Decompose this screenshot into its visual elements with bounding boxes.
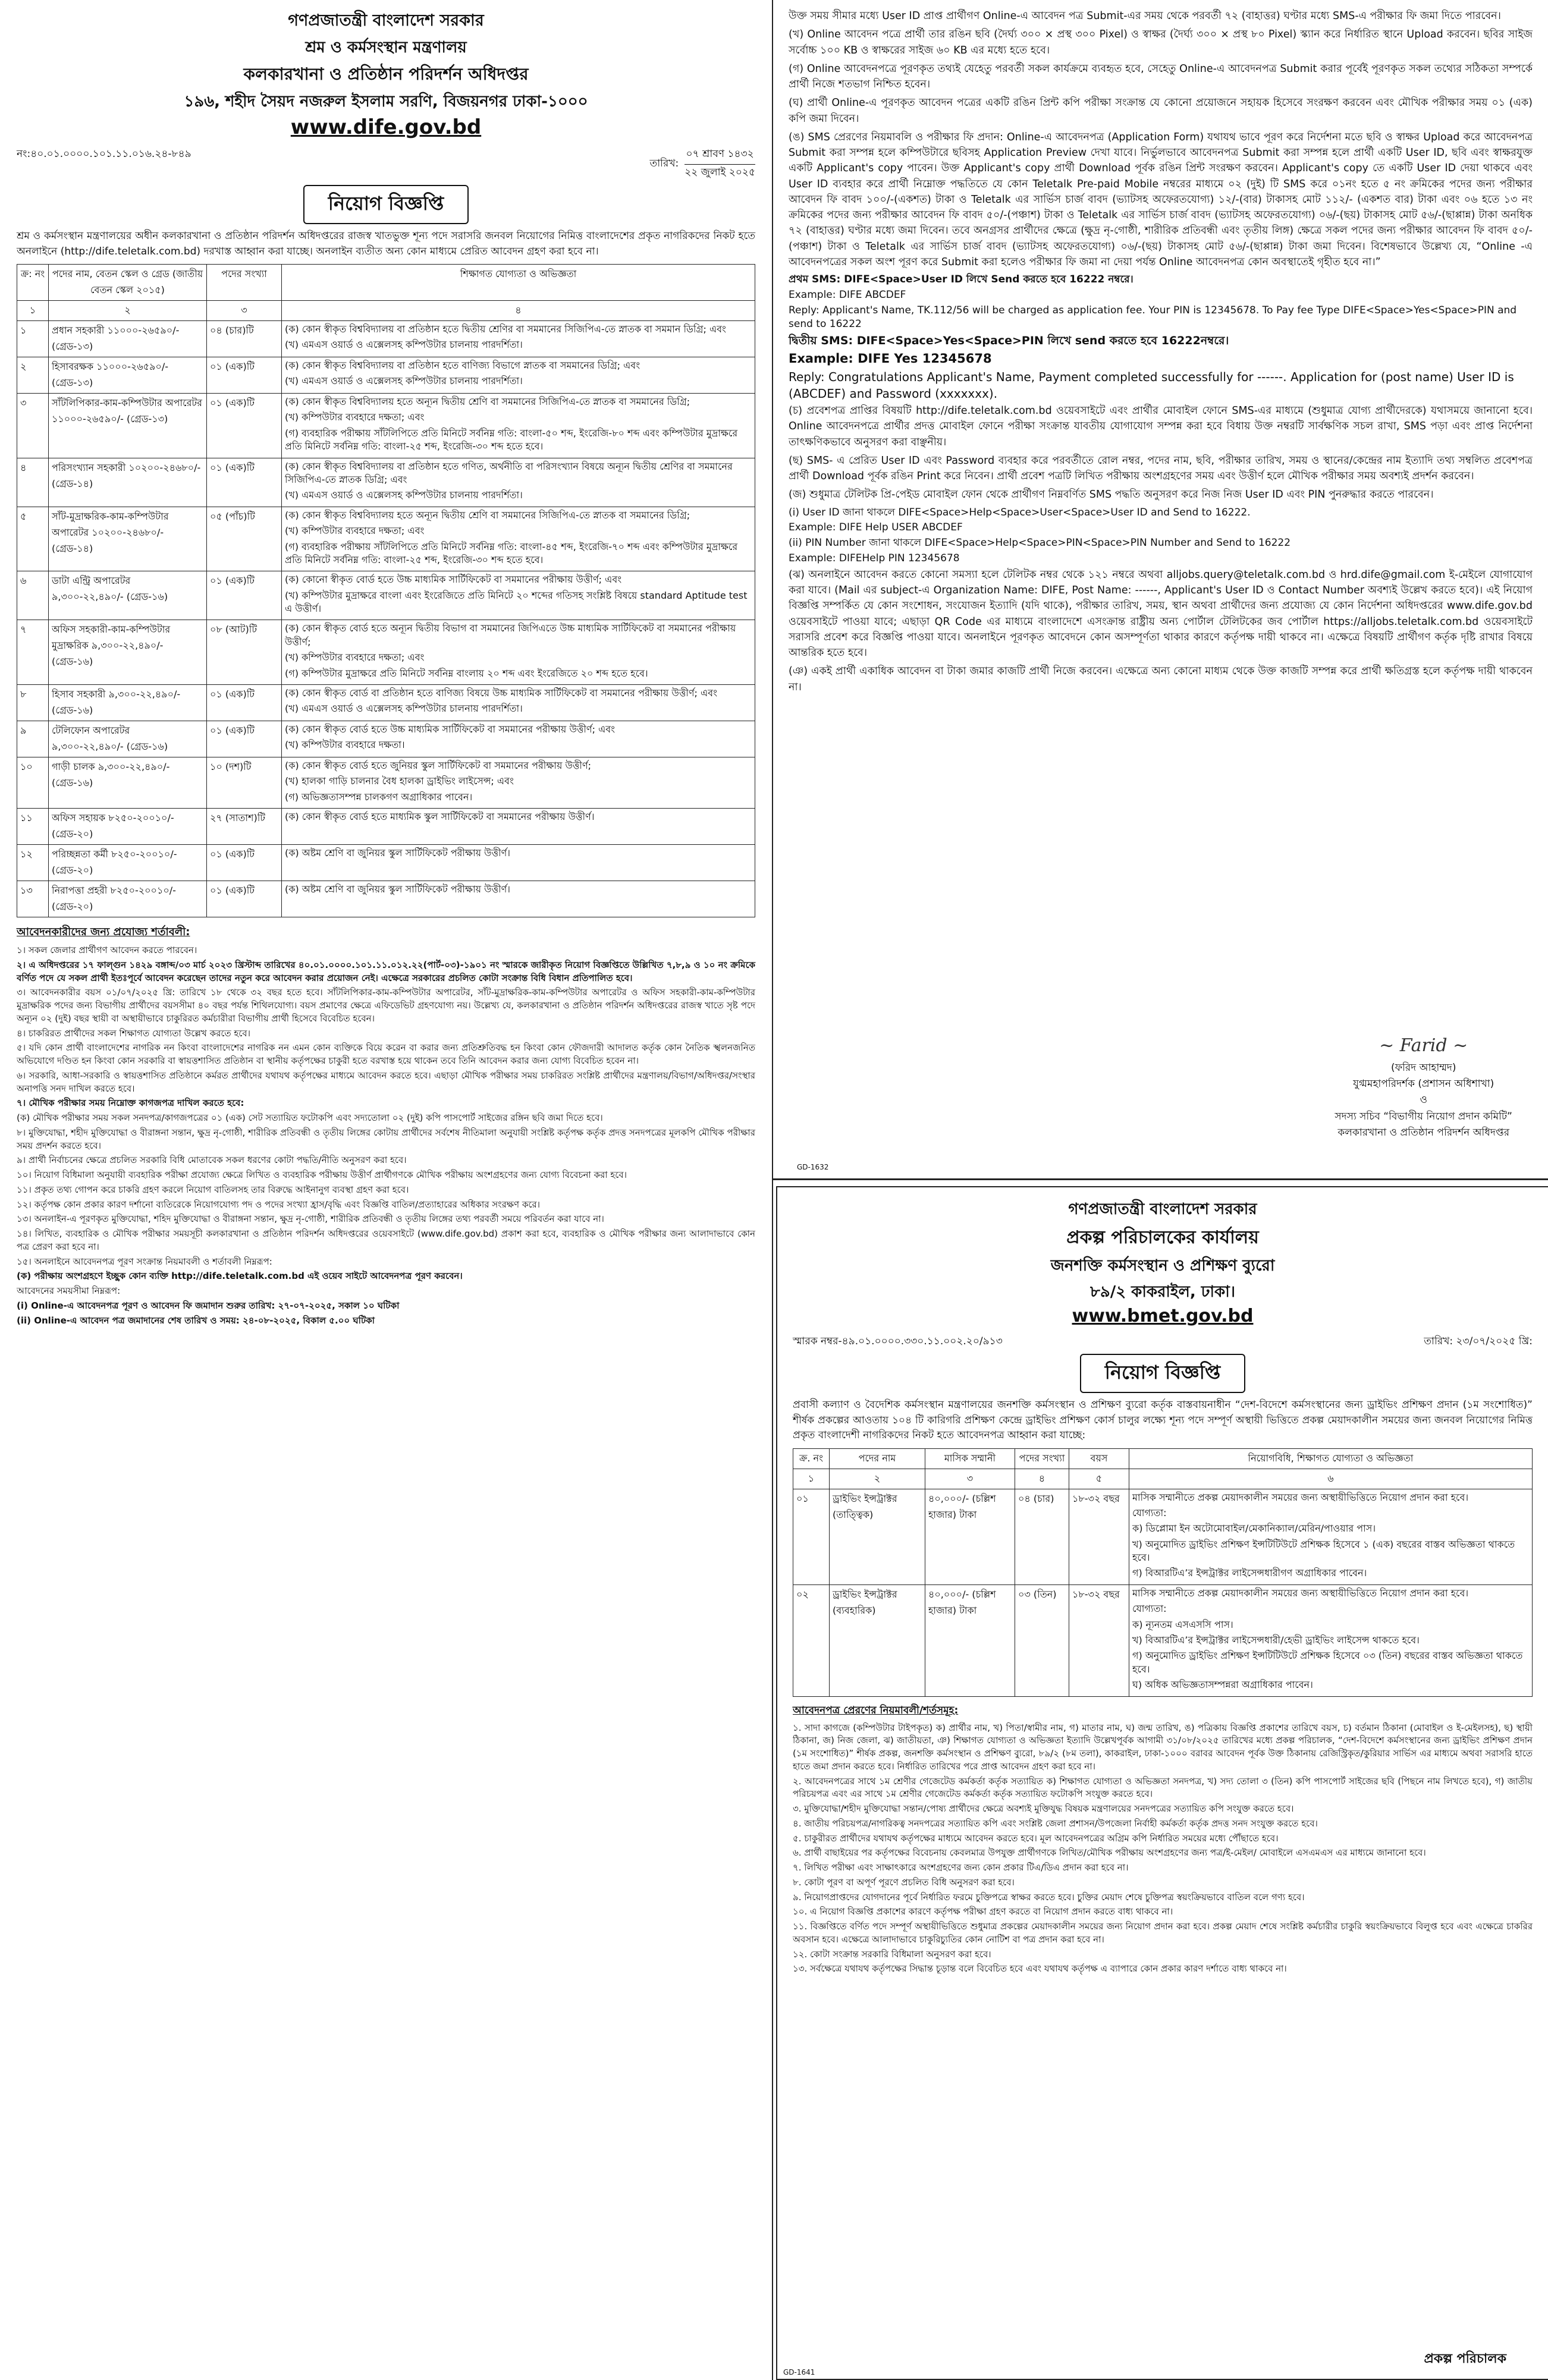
- instruction-paragraph: (চ) প্রবেশপত্র প্রাপ্তির বিষয়টি http://dife.teletalk.com.bd ওয়েবসাইটে এবং প্রার্থীর মোবাইল ফোনে SMS-এর মাধ্যমে (শুধুমাত্র যোগ্য প্রার্থীদেরকে) যথাসময়ে জানানো হবে। Online আবেদনপত্রে প্রার্থীর প্রদত্ত মোবাইল ফোনে পরীক্ষা সংক্রান্ত যাবতীয় যোগাযোগ সম্পন্ন করা হবে বিধায় উক্ত নম্বরটি সার্বক্ষণিক সচল রাখা, SMS পড়া এবং প্রাপ্ত নির্দেশনা তাৎক্ষণিকভাবে অনুসরণ করা বাঞ্ছনীয়।: [789, 405, 1533, 448]
- row-post: অফিস সহায়ক ৮২৫০-২০০১০/- (গ্রেড-২০): [49, 809, 207, 845]
- col-salary: মাসিক সম্মানী: [925, 1448, 1015, 1469]
- col-num: ২: [49, 301, 207, 321]
- row-qualification: [282, 458, 755, 507]
- row-age: ১৮-৩২ বছর: [1069, 1584, 1129, 1696]
- conditions-title: আবেদনকারীদের জন্য প্রযোজ্য শর্তাবলী:: [17, 926, 190, 939]
- rule-item: ১. সাদা কাগজে (কম্পিউটার টাইপকৃত) ক) প্রার্থীর নাম, খ) পিতা/স্বামীর নাম, গ) মাতার নাম, ঘ) জন্ম তারিখ, ঙ) পত্রিকায় বিজ্ঞপ্তি প্রকাশের তারিখে বয়স, চ) বর্তমান ঠিকানা (মোবাইল ও ই-মেইলসহ), ছ) স্থায়ী ঠিকানা, জ) নিজ জেলা, ঝ) জাতীয়তা, ঞ) শিক্ষাগত যোগ্যতা ও অভিজ্ঞতা ইত্যাদি উল্লেখপূর্বক আগামী ৩১/০৮/২০২৫ তারিখের মধ্যে প্রকল্প পরিচালক, “দেশ-বিদেশে কর্মসংস্থানের জন্য ড্রাইভিং প্রশিক্ষণ প্রদান (১ম সংশোধিত)” শীর্ষক প্রকল্প, জনশক্তি কর্মসংস্থান ও প্রশিক্ষণ ব্যুরো, ৮৯/২ (৮ম তলা), কাকরাইল, ঢাকা-১০০০ বরাবর আবেদন পূর্বক উক্ত ঠিকানায় রেজিস্ট্রিকৃত/কুরিয়ার সার্ভিস এর মাধ্যমে অথবা সরাসরি হাতে হাতে জমা প্রদান করতে হবে। নির্ধারিত তারিখের পরে প্রাপ্ত আবেদন গ্রহণ করা হবে না।: [793, 1722, 1533, 1772]
- row-age: ১৮-৩২ বছর: [1069, 1489, 1129, 1584]
- gd-code: GD-1632: [797, 1163, 829, 1171]
- sms2-reply: Reply: Congratulations Applicant's Name, Payment completed successfully for ------. Application for (post name) User ID is (ABCDEF) and Password (xxxxxxx).: [789, 370, 1514, 401]
- qualification-item: (ক) কোন স্বীকৃত বোর্ড হতে উচ্চ মাধ্যমিক সার্টিফিকেট বা সমমানের পরীক্ষায় উত্তীর্ণ; এবং: [285, 724, 616, 735]
- rule-item: ৫. চাকুরীরত প্রার্থীদের যথাযথ কর্তৃপক্ষের মাধ্যমে আবেদন করতে হবে। মূল আবেদনপত্রের অগ্রিম কপি নির্ধারিত সময়ের মধ্যে পৌঁছাতে হবে।: [793, 1832, 1279, 1844]
- table-row: [17, 458, 755, 507]
- notice-intro: শ্রম ও কর্মসংস্থান মন্ত্রণালয়ের অধীন কলকারখানা ও প্রতিষ্ঠান পরিদর্শন অধিদপ্তরের রাজস্ব খাতভুক্ত শূন্য পদে সরাসরি জনবল নিয়োগের নিমিত্ত বাংলাদেশের প্রকৃত নাগরিকদের নিকট হতে অনলাইনে (http://dife.teletalk.com.bd) দরখাস্ত আহ্বান করা যাচ্ছে। অনলাইন ব্যতীত অন্য কোন মাধ্যমে প্রেরিত আবেদন গ্রহণ করা হবে না।: [17, 230, 755, 257]
- table-row: [17, 685, 755, 721]
- col-num: ৬: [1129, 1469, 1533, 1489]
- bmet-jobs-table: [793, 1448, 1533, 1697]
- table-row: [793, 1584, 1533, 1696]
- row-qualification: [282, 571, 755, 620]
- qualification-item: (ক) অষ্টম শ্রেণি বা জুনিয়র স্কুল সার্টিফিকেট পরীক্ষায় উত্তীর্ণ।: [285, 847, 510, 859]
- rule-item: ৬. প্রার্থী বাছাইয়ের পর কর্তৃপক্ষের বিবেচনায় কেবলমাত্র উপযুক্ত প্রার্থীগণকে লিখিত/মৌখিক পরীক্ষায় অংশগ্রহণের জন্য পত্র/ই-মেইল/ মোবাইলে এসএমএস এর মাধ্যমে জানানো হবে।: [793, 1847, 1426, 1859]
- row-serial: ৮: [17, 685, 49, 721]
- row-count: ০১ (এক)টি: [207, 458, 282, 507]
- row-qualification: [282, 394, 755, 458]
- rule-item: ৭. লিখিত পরীক্ষা এবং সাক্ষাৎকারে অংশগ্রহণের জন্য কোন প্রকার টিএ/ডিএ প্রদান করা হবে না।: [793, 1862, 1129, 1873]
- col-num: ৩: [925, 1469, 1015, 1489]
- row-post: টেলিফোন অপারেটর ৯,৩০০-২২,৪৯০/- (গ্রেড-১৬): [49, 721, 207, 757]
- bmet-header: [793, 1197, 1533, 1326]
- row-count: ০৮ (আট)টি: [207, 620, 282, 685]
- row-count: ০১ (এক)টি: [207, 881, 282, 917]
- date-english: ২২ জুলাই ২০২৫: [684, 166, 755, 178]
- row-qualification: [282, 620, 755, 685]
- condition-item: ২। এ অধিদপ্তরের ১৭ ফাল্গুন ১৪২৯ বঙ্গাব্দ/০৩ মার্চ ২০২৩ খ্রিস্টাব্দ তারিখের ৪০.০১.০০০০.১০১.১১.০১২.২২(পার্ট-০৩)-১৯০১ নং স্মারকে জারীকৃত নিয়োগ বিজ্ঞপ্তিতে উল্লিখিত ৭,৮,৯ ও ১০ নং ক্রমিকে বর্ণিত পদে যে সকল প্রার্থী ইতঃপূর্বে আবেদন করেছেন তাদের নতুন করে আবেদন করার প্রয়োজন নেই। এক্ষেত্রে সরকারের প্রচলিত কোটা সংক্রান্ত বিধি বিধান প্রতিপালিত হবে।: [17, 959, 755, 983]
- rule-item: ৮. কোটা পূরণ বা অপূর্ণ পূরণে প্রচলিত বিধি অনুসরণ করা হবে।: [793, 1876, 1015, 1888]
- condition-item: (ক) পরীক্ষায় অংশগ্রহণে ইচ্ছুক কোন ব্যক্তি http://dife.teletalk.com.bd এই ওয়েব সাইটে আবেদনপত্র পূরণ করবেন।: [17, 1271, 463, 1282]
- condition-item: ১০। নিয়োগ বিধিমালা অনুযায়ী ব্যবহারিক পরীক্ষা প্রযোজ্য ক্ষেত্রে লিখিত ও ব্যবহারিক পরীক্ষায় উত্তীর্ণ প্রার্থীগণকে মৌখিক পরীক্ষায় অংশগ্রহণের জন্য যোগ্য বিবেচনা করা হবে।: [17, 1169, 627, 1181]
- row-count: ০১ (এক)টি: [207, 721, 282, 757]
- row-serial: ৯: [17, 721, 49, 757]
- govt-name: গণপ্রজাতন্ত্রী বাংলাদেশ সরকার: [288, 11, 484, 30]
- address: ১৯৬, শহীদ সৈয়দ নজরুল ইসলাম সরণি, বিজয়নগর ঢাকা-১০০০: [184, 93, 588, 111]
- qualification-item: (খ) এমএস ওয়ার্ড ও এক্সেলসহ কম্পিউটার চালনায় পারদর্শিতা।: [285, 375, 523, 387]
- row-post: অফিস সহকারী-কাম-কম্পিউটার মুদ্রাক্ষরিক ৯,৩০০-২২,৪৯০/- (গ্রেড-১৬): [49, 620, 207, 685]
- qualification-item: (ক) কোন স্বীকৃত বিশ্ববিদ্যালয় হতে অন্যূন দ্বিতীয় শ্রেণি বা সমমানের সিজিপিএ-তে স্নাতক বা সমমানের ডিগ্রি;: [285, 509, 690, 521]
- instruction-paragraph: (গ) Online আবেদনপত্রে পূরণকৃত তথ্যই যেহেতু পরবর্তী সকল কার্যক্রমে ব্যবহৃত হবে, সেহেতু Online-এ আবেদনপত্র Submit করার পূর্বেই পূরণকৃত সকল তথ্যের সঠিকতা সম্পর্কে প্রার্থী নিজে শতভাগ নিশ্চিত হবেন।: [789, 62, 1533, 90]
- memo-number: নং:৪০.০১.০০০০.১০১.১১.০১৬.২৪-৮৪৯: [17, 148, 191, 160]
- condition-item: ৯। প্রার্থী নির্বাচনের ক্ষেত্রে প্রচলিত সরকারি বিধি মোতাবেক সকল ধরণের কোটা পদ্ধতি/নীতি অনুসরণ করা হবে।: [17, 1155, 407, 1166]
- row-serial: ১০: [17, 757, 49, 809]
- col-num: ১: [793, 1469, 830, 1489]
- row-serial: ৪: [17, 458, 49, 507]
- rules-list: [793, 1722, 1533, 1976]
- condition-item: ৩। আবেদনকারীর বয়স ০১/০৭/২০২৫ খ্রি: তারিখে ১৮ থেকে ৩২ বছর হতে হবে। সাঁটলিপিকার-কাম-কম্পিউটার অপারেটর, সাঁট-মুদ্রাক্ষরিক-কাম-কম্পিউটার অপারেটর ও অফিস সহকারী-কাম-কম্পিউটার মুদ্রাক্ষরিক পদের জন্য বিভাগীয় প্রার্থীদের বয়সসীমা ৪০ বছর পর্যন্ত শিথিলযোগ্য। বয়স প্রমাণের ক্ষেত্রে এফিডেভিট গ্রহণযোগ্য নয়। উল্লেখ্য যে, কলকারখানা ও প্রতিষ্ঠান পরিদর্শন অধিদপ্তরের রাজস্ব খাতে সৃষ্ট পদে অন্যূন ০২ (দুই) বছর স্থায়ী বা অস্থায়ীভাবে চাকুরিরত কর্মচারীরা বিভাগীয় প্রার্থী হিসেবে বিবেচিত হবেন।: [17, 987, 755, 1024]
- col-qualification: শিক্ষাগত যোগ্যতা ও অভিজ্ঞতা: [282, 265, 755, 301]
- bureau-name: জনশক্তি কর্মসংস্থান ও প্রশিক্ষণ ব্যুরো: [1050, 1257, 1275, 1275]
- condition-item: ৭। মৌখিক পরীক্ষার সময় নিম্নোক্ত কাগজপত্র দাখিল করতে হবে:: [17, 1098, 244, 1109]
- row-count: ০১ (এক)টি: [207, 685, 282, 721]
- notice-title: নিয়োগ বিজ্ঞপ্তি: [1080, 1354, 1245, 1393]
- row-serial: ১১: [17, 809, 49, 845]
- condition-item: ১। সকল জেলার প্রার্থীগণ আবেদন করতে পারবেন।: [17, 945, 197, 956]
- dife-jobs-table: [17, 264, 755, 917]
- row-count: ০৫ (পাঁচ)টি: [207, 507, 282, 571]
- rule-item: ১২. কোটা সংক্রান্ত সরকারি বিধিমালা অনুসরণ করা হবে।: [793, 1948, 991, 1960]
- help-sms-line: Example: DIFE Help USER ABCDEF: [789, 521, 963, 534]
- row-qualification: [282, 881, 755, 917]
- qualification-item: (খ) এমএস ওয়ার্ড ও এক্সেলসহ কম্পিউটার চালনায় পারদর্শিতা।: [285, 489, 523, 501]
- qualification-item: (ক) কোন স্বীকৃত বিশ্ববিদ্যালয় বা প্রতিষ্ঠান হতে দ্বিতীয় শ্রেণির বা সমমানের সিজিপিএ-তে স্নাতক বা সমমান ডিগ্রি; এবং: [285, 323, 726, 335]
- qualification-item: ক) ন্যূনতম এসএসসি পাস।: [1132, 1618, 1233, 1630]
- row-serial: ৩: [17, 394, 49, 458]
- gd-code: GD-1641: [783, 2368, 815, 2376]
- row-qualification: [282, 321, 755, 357]
- notice-title: নিয়োগ বিজ্ঞপ্তি: [303, 185, 469, 224]
- qualification-item: (ক) কোন স্বীকৃত বোর্ড বা প্রতিষ্ঠান হতে বাণিজ্য বিষয়ে উচ্চ মাধ্যমিক সার্টিফিকেট বা সমমানের পরীক্ষায় উত্তীর্ণ; এবং: [285, 687, 717, 699]
- qualification-item: গ) অনুমোদিত ড্রাইভিং প্রশিক্ষণ ইন্সটিটিউটে প্রশিক্ষক হিসেবে ০৩ (তিন) বছরের বাস্তব অভিজ্ঞতা থাকতে হবে।: [1132, 1650, 1523, 1675]
- table-row: [17, 571, 755, 620]
- table-row: [793, 1489, 1533, 1584]
- col-num: ৩: [207, 301, 282, 321]
- row-qualification: [282, 809, 755, 845]
- row-serial: ৭: [17, 620, 49, 685]
- row-qualification: [1129, 1584, 1533, 1696]
- bmet-notice: [776, 1186, 1548, 2380]
- govt-name: গণপ্রজাতন্ত্রী বাংলাদেশ সরকার: [1068, 1200, 1257, 1218]
- rule-item: ২. আবেদনপত্রের সাথে ১ম শ্রেণীর গেজেটেড কর্মকর্তা কর্তৃক সত্যায়িত ক) শিক্ষাগত যোগ্যতা ও অভিজ্ঞতা সনদপত্র, খ) সদ্য তোলা ৩ (তিন) কপি পাসপোর্ট সাইজের ছবি (পিছনে নাম লিখতে হবে), গ) জাতীয় পরিচয়পত্র এবং এর সাথে ১ম শ্রেণীর গেজেটেড কর্মকর্তা কর্তৃক সত্যায়িত ফটোকপি সংযুক্ত করতে হবে।: [793, 1775, 1533, 1800]
- website-link[interactable]: www.dife.gov.bd: [290, 115, 482, 139]
- col-num: ৪: [1015, 1469, 1069, 1489]
- condition-item: ১৪। লিখিত, ব্যবহারিক ও মৌখিক পরীক্ষার সময়সূচী কলকারখানা ও প্রতিষ্ঠান পরিদর্শন অধিদপ্তরের ওয়েবসাইটে (www.dife.gov.bd) প্রকাশ করা হবে, ব্যবহারিক ও মৌখিক পরীক্ষার জন্য আলাদাভাবে কোন পত্র প্রেরণ করা হবে না।: [17, 1228, 755, 1252]
- condition-item: ১৩। অনলাইন-এ পূরণকৃত মুক্তিযোদ্ধা, শহিদ মুক্তিযোদ্ধা ও বীরাঙ্গনা সন্তান, ক্ষুদ্র নৃ-গোষ্ঠী, শারীরিক প্রতিবন্ধী ও তৃতীয় লিঙ্গের তথ্য পরবর্তী সময়ে পরিবর্তন করা যাবে না।: [17, 1213, 604, 1225]
- row-count: ০১ (এক)টি: [207, 571, 282, 620]
- table-row: [17, 757, 755, 809]
- sms1-reply: Reply: Applicant's Name, TK.112/56 will be charged as application fee. Your PIN is 12345678. To Pay fee Type DIFE<Space>Yes<Space>PIN and send to 16222: [789, 304, 1517, 331]
- condition-item: ৪। চাকরিরত প্রার্থীদের সকল শিক্ষাগত যোগ্যতা উল্লেখ করতে হবে।: [17, 1027, 251, 1039]
- qualification-item: (ক) কোন স্বীকৃত বিশ্ববিদ্যালয় বা প্রতিষ্ঠান হতে গণিত, অর্থনীতি বা পরিসংখ্যান বিষয়ে অন্যূন দ্বিতীয় শ্রেণির বা সমমানের সিজিপিএ-তে স্নাতক ডিগ্রি; এবং: [285, 460, 733, 485]
- row-qualification: [282, 845, 755, 881]
- qualification-item: (খ) কম্পিউটার মুদ্রাক্ষরে বাংলা এবং ইংরেজিতে প্রতি মিনিটে ২০ শব্দের গতিসহ সংশ্লিষ্ট বিষয়ে standard Aptitude test এ উত্তীর্ণ।: [285, 589, 748, 615]
- row-post: ডাটা এন্ট্রি অপারেটর ৯,৩০০-২২,৪৯০/- (গ্রেড-১৬): [49, 571, 207, 620]
- qualification-item: (ক) কোন স্বীকৃত বিশ্ববিদ্যালয় বা প্রতিষ্ঠান হতে বাণিজ্য বিভাগে স্নাতক বা সমমানের ডিগ্রি; এবং: [285, 360, 640, 371]
- row-count: ০৪ (চার): [1015, 1489, 1069, 1584]
- qualification-item: মাসিক সম্মানীতে প্রকল্প মেয়াদকালীন সময়ের জন্য অস্থায়ীভিত্তিতে নিয়োগ প্রদান করা হবে।: [1132, 1491, 1469, 1503]
- qualification-item: (খ) কম্পিউটার ব্যবহারে দক্ষতা।: [285, 739, 405, 751]
- row-count: ২৭ (সাতাশ)টি: [207, 809, 282, 845]
- qualification-item: (খ) কম্পিউটার ব্যবহারে দক্ষতা; এবং: [285, 525, 425, 537]
- col-num: ১: [17, 301, 49, 321]
- row-qualification: [282, 507, 755, 571]
- qualification-item: ক) ডিপ্লোমা ইন অটোমোবাইল/মেকানিক্যাল/মেরিন/পাওয়ার পাস।: [1132, 1523, 1376, 1535]
- row-serial: ০২: [793, 1584, 830, 1696]
- qualification-item: যোগ্যতা:: [1132, 1603, 1167, 1615]
- condition-item: (ক) মৌখিক পরীক্ষার সময় সকল সনদপত্র/কাগজপত্রের ০১ (এক) সেট সত্যায়িত ফটোকপি এবং সদ্যতোলা ০২ (দুই) কপি পাসপোর্ট সাইজের রঙ্গিন ছবি জমা দিতে হবে।: [17, 1112, 603, 1124]
- qualification-item: (গ) কম্পিউটার মুদ্রাক্ষরে প্রতি মিনিটে সর্বনিম্ন বাংলায় ২০ শব্দ এবং ইংরেজিতে ২০ শব্দ হতে হবে।: [285, 667, 648, 679]
- ministry-name: শ্রম ও কর্মসংস্থান মন্ত্রণালয়: [305, 39, 467, 56]
- row-salary: ৪০,০০০/- (চল্লিশ হাজার) টাকা: [925, 1584, 1015, 1696]
- row-salary: ৪০,০০০/- (চল্লিশ হাজার) টাকা: [925, 1489, 1015, 1584]
- condition-item: ৫। যদি কোন প্রার্থী বাংলাদেশের নাগরিক নন কিংবা বাংলাদেশের নাগরিক নন এমন কোন ব্যক্তিকে বিয়ে করেন বা করার জন্য প্রতিশ্রুতিবদ্ধ হন কিংবা কোন ফৌজদারী আদালত কর্তৃক কোন নৈতিক স্খলনজনিত অভিযোগে দণ্ডিত হন কিংবা কোন সরকারি বা স্বায়ত্তশাসিত প্রতিষ্ঠান বা স্থানীয় কর্তৃপক্ষের চাকুরী হতে বরখাস্ত হয়ে থাকেন তবে তিনি আবেদন করার জন্য যোগ্য বিবেচিত হবেন না।: [17, 1042, 755, 1067]
- row-post: নিরাপত্তা প্রহরী ৮২৫০-২০০১০/- (গ্রেড-২০): [49, 881, 207, 917]
- dife-notice-continued: [773, 0, 1548, 1180]
- rule-item: ৩. মুক্তিযোদ্ধা/শহীদ মুক্তিযোদ্ধা সন্তান/পোষ্য প্রার্থীদের ক্ষেত্রে অবশ্যই মুক্তিযুদ্ধ বিষয়ক মন্ত্রণালয়ের সনদপত্রের সত্যায়িত কপি সংযুক্ত করতে হবে।: [793, 1803, 1294, 1815]
- row-post: প্রধান সহকারী ১১০০০-২৬৫৯০/- (গ্রেড-১৩): [49, 321, 207, 357]
- notice-intro: প্রবাসী কল্যাণ ও বৈদেশিক কর্মসংস্থান মন্ত্রণালয়ের জনশক্তি কর্মসংস্থান ও প্রশিক্ষণ ব্যুরো কর্তৃক বাস্তবায়নাধীন “দেশ-বিদেশে কর্মসংস্থানের জন্য ড্রাইভিং প্রশিক্ষণ প্রদান (১ম সংশোধিত)” শীর্ষক প্রকল্পের আওতায় ১০৪ টি কারিগরি প্রশিক্ষণ কেন্দ্রে ড্রাইভিং প্রশিক্ষণ কোর্স চালুর লক্ষ্যে শূন্য পদে সম্পূর্ণ অস্থায়ী ভিত্তিতে প্রকল্প মেয়াদকালীন সময়ের জন্য জনবল নিয়োগের নিমিত্ত প্রকৃত বাংলাদেশী নাগরিকদের নিকট হতে আবেদনপত্র আহ্বান করা যাচ্ছে:: [793, 1399, 1533, 1441]
- qualification-item: খ) অনুমোদিত ড্রাইভিং প্রশিক্ষণ ইন্সটিটিউটে প্রশিক্ষক হিসেবে ১ (এক) বছরের বাস্তব অভিজ্ঞতা থাকতে হবে।: [1132, 1538, 1515, 1564]
- instruction-paragraph: (ছ) SMS- এ প্রেরিত User ID এবং Password ব্যবহার করে পরবর্তীতে রোল নম্বর, পদের নাম, ছবি, পরীক্ষার তারিখ, সময় ও স্থানের/কেন্দ্রের নাম ইত্যাদি তথ্য সম্বলিত প্রবেশপত্র প্রার্থী Download পূর্বক রঙিন Print করে নিবেন। প্রার্থী প্রবেশ পত্রটি লিখিত পরীক্ষায় অংশগ্রহণের সময় এবং উত্তীর্ণ হলে মৌখিক পরীক্ষার সময় অবশ্যই প্রদর্শন করবেন।: [789, 454, 1533, 483]
- qualification-item: (গ) ব্যবহারিক পরীক্ষায় সাঁটলিপিতে প্রতি মিনিটে সর্বনিম্ন গতি: বাংলা-৫০ শব্দ, ইংরেজি-৮০ শব্দ এবং কম্পিউটার মুদ্রাক্ষরে প্রতি মিনিটে সর্বনিম্ন গতি: বাংলা-২৫ শব্দ, ইংরেজি-৩০ শব্দ হতে হবে।: [285, 427, 738, 452]
- qualification-item: (গ) অভিজ্ঞতাসম্পন্ন চালকগণ অগ্রাধিকার পাবেন।: [285, 791, 473, 803]
- help-sms-line: Example: DIFEHelp PIN 12345678: [789, 552, 960, 565]
- help-sms-line: (i) User ID জানা থাকলে DIFE<Space>Help<Space>User<Space>User ID and Send to 16222.: [789, 506, 1251, 518]
- row-post: গাড়ী চালক ৯,৩০০-২২,৪৯০/- (গ্রেড-১৬): [49, 757, 207, 809]
- signatory-role: সদস্য সচিব “বিভাগীয় নিয়োগ প্রদান কমিটি”: [1335, 1110, 1512, 1123]
- table-row: [17, 845, 755, 881]
- qualification-item: মাসিক সম্মানীতে প্রকল্প মেয়াদকালীন সময়ের জন্য অস্থায়ীভিত্তিতে নিয়োগ প্রদান করা হবে।: [1132, 1587, 1469, 1599]
- sms2-title: দ্বিতীয় SMS: DIFE<Space>Yes<Space>PIN লিখে send করতে হবে 16222নম্বরে।: [789, 334, 1229, 348]
- col-count: পদের সংখ্যা: [207, 265, 282, 301]
- rule-item: ১৩. সর্বক্ষেত্রে যথাযথ কর্তৃপক্ষের সিদ্ধান্ত চূড়ান্ত বলে বিবেচিত হবে এবং যথাযথ কর্তৃপক্ষ এ ব্যাপারে কোন প্রকার কারণ দর্শাতে বাধ্য থাকবে না।: [793, 1963, 1287, 1975]
- table-row: [17, 721, 755, 757]
- col-serial: ক্র. নং: [793, 1448, 830, 1469]
- row-post: ড্রাইভিং ইন্সট্রাক্টর (ব্যবহারিক): [830, 1584, 925, 1696]
- qualification-item: (খ) হালকা গাড়ি চালনার বৈধ হালকা ড্রাইভিং লাইসেন্স; এবং: [285, 775, 514, 787]
- row-post: পরিচ্ছন্নতা কর্মী ৮২৫০-২০০১০/- (গ্রেড-২০): [49, 845, 207, 881]
- help-sms-line: (ii) PIN Number জানা থাকলে DIFE<Space>Help<Space>PIN<Space>PIN Number and Send to 16222: [789, 537, 1291, 549]
- condition-item: (i) Online-এ আবেদনপত্র পূরণ ও আবেদন ফি জমাদান শুরুর তারিখ: ২৭-০৭-২০২৫, সকাল ১০ ঘটিকা: [17, 1300, 400, 1311]
- row-post: সাঁটলিপিকার-কাম-কম্পিউটার অপারেটর ১১০০০-২৬৫৯০/- (গ্রেড-১৩): [49, 394, 207, 458]
- date-box: [684, 146, 755, 181]
- col-num: ৫: [1069, 1469, 1129, 1489]
- instruction-paragraph: (খ) Online আবেদন পত্রে প্রার্থী তার রঙিন ছবি (দৈর্ঘ্য ৩০০ × প্রস্থ ৩০০ Pixel) ও স্বাক্ষর (দৈর্ঘ্য ৩০০ × প্রস্থ ৮০ Pixel) স্ক্যান করে নির্ধারিত স্থানে Upload করবেন। ছবির সাইজ সর্বোচ্চ ১০০ KB ও স্বাক্ষরের সাইজ ৬০ KB এর মধ্যে হতে হবে।: [789, 29, 1533, 56]
- rule-item: ১০. এ নিয়োগ বিজ্ঞপ্তি প্রকাশের কারণে কর্তৃপক্ষ পরীক্ষা গ্রহণ করতে বা নিয়োগ প্রদান করতে বাধ্য থাকবে না।: [793, 1906, 1173, 1917]
- memo-date: তারিখ: ২৩/০৭/২০২৫ খ্রি:: [1424, 1335, 1533, 1347]
- sms2-example: Example: DIFE Yes 12345678: [789, 351, 992, 366]
- qualification-item: (খ) কম্পিউটার ব্যবহারে দক্ষতা; এবং: [285, 411, 425, 423]
- col-age: বয়স: [1069, 1448, 1129, 1469]
- row-post: ড্রাইভিং ইন্সট্রাক্টর (তাত্ত্বিক): [830, 1489, 925, 1584]
- qualification-item: (খ) কম্পিউটার ব্যবহারে দক্ষতা; এবং: [285, 652, 425, 664]
- row-count: ০৩ (তিন): [1015, 1584, 1069, 1696]
- rule-item: ৯. নিয়োগপ্রাপ্তদের যোগদানের পূর্বে নির্ধারিত ফরমে চুক্তিপত্রে স্বাক্ষর করতে হবে। চুক্তির মেয়াদ শেষে চুক্তিপত্র স্বয়ংক্রিয়ভাবে বাতিল বলে গণ্য হবে।: [793, 1891, 1305, 1903]
- sms1-title: প্রথম SMS: DIFE<Space>User ID লিখে Send করতে হবে 16222 নম্বরে।: [789, 273, 1133, 285]
- row-qualification: [1129, 1489, 1533, 1584]
- condition-item: ৬। সরকারি, আধা-সরকারি ও স্বায়ত্তশাসিত প্রতিষ্ঠানে কর্মরত প্রার্থীদের যথাযথ কর্তৃপক্ষের মাধ্যমে আবেদন করতে হবে। এছাড়া মৌখিক পরীক্ষার সময় চাকরিরত সংশ্লিষ্ট প্রার্থীদের মন্ত্রণালয়/বিভাগ/অধিদপ্তর/সংস্থার অনাপত্তি সনদ দাখিল করতে হবে।: [17, 1070, 755, 1094]
- row-serial: ০১: [793, 1489, 830, 1584]
- sms1-example: Example: DIFE ABCDEF: [789, 288, 906, 301]
- signatory-name: (ফরিদ আহাম্মদ): [1390, 1062, 1456, 1074]
- date-bangla: ০৭ শ্রাবণ ১৪৩২: [684, 146, 755, 165]
- table-row: [17, 809, 755, 845]
- qualification-item: (ক) কোনো স্বীকৃত বোর্ড হতে উচ্চ মাধ্যমিক সার্টিফিকেট বা সমমানের পরীক্ষায় উত্তীর্ণ; এবং: [285, 574, 622, 586]
- table-row: [17, 507, 755, 571]
- row-post: পরিসংখ্যান সহকারী ১০২০০-২৪৬৮০/- (গ্রেড-১৪): [49, 458, 207, 507]
- row-post: হিসাবরক্ষক ১১০০০-২৬৫৯০/- (গ্রেড-১৩): [49, 357, 207, 394]
- table-row: [17, 620, 755, 685]
- table-row: [17, 321, 755, 357]
- qualification-item: (ক) অষ্টম শ্রেণি বা জুনিয়র স্কুল সার্টিফিকেট পরীক্ষায় উত্তীর্ণ।: [285, 884, 510, 895]
- row-post: হিসাব সহকারী ৯,৩০০-২২,৪৯০/- (গ্রেড-১৬): [49, 685, 207, 721]
- qualification-item: (খ) এমএস ওয়ার্ড ও এক্সেলসহ কম্পিউটার চালনায় পারদর্শিতা।: [285, 703, 523, 715]
- instruction-paragraph: (ঙ) SMS প্রেরণের নিয়মাবলি ও পরীক্ষার ফি প্রদান: Online-এ আবেদনপত্র (Application Form) যথাযথ ভাবে পূরণ করে নির্দেশনা মতে ছবি ও স্বাক্ষর Upload করে আবেদনপত্র Submit করা সম্পন্ন হলে কম্পিউটারে ছবিসহ Application Preview দেখা যাবে। নির্ভুলভাবে আবেদনপত্র Submit করা সম্পন্ন হলে প্রার্থী একটি User ID, ছবি এবং স্বাক্ষরযুক্ত একটি Applicant's copy পাবেন। উক্ত Applicant's copy প্রার্থী Download পূর্বক রঙিন প্রিন্ট সংরক্ষণ করবেন। Applicant's copy তে একটি User ID দেয়া থাকবে এবং User ID ব্যবহার করে প্রার্থী নিম্নোক্ত পদ্ধতিতে যে কোন Teletalk Pre-paid Mobile নম্বরের মাধ্যমে ০২ (দুই) টি SMS করে ০১নং হতে ৫ নং ক্রমিকের পদের জন্য পরীক্ষার আবেদন ফি বাবদ ১০০/-(একশত) টাকা ও Teletalk এর সার্ভিস চার্জ বাবদ (ভ্যাটসহ অফেরতযোগ্য) ১২/-(বার) টাকাসহ মোট ১১২/- (একশত বার) টাকা এবং ০৬ হতে ১৩ নং ক্রমিকের পদের জন্য পরীক্ষার আবেদন ফি বাবদ ৫০/-(পঞ্চাশ) টাকা ও Teletalk এর সার্ভিস চার্জ বাবদ (ভ্যাটসহ অফেরতযোগ্য) ০৬/-(ছয়) টাকাসহ মোট ৫৬/-(ছাপ্পান্ন) টাকা অনধিক ৭২ (বাহাত্তর) ঘণ্টার মধ্যে জমা দিবেন। তবে অনগ্রসর প্রার্থীদের ক্ষেত্রে (ক্ষুদ্র নৃ-গোষ্ঠী, শারীরিক প্রতিবন্ধী এবং তৃতীয় লিঙ্গ) ক্ষেত্রে সকল পদের জন্য পরীক্ষার আবেদন ফি বাবদ ৫০/-(পঞ্চাশ) টাকা ও Teletalk এর সার্ভিস চার্জ বাবদ (ভ্যাটসহ অফেরতযোগ্য) ০৬/-(ছয়) টাকাসহ মোট ৫৬/-(ছাপ্পান্ন) টাকা জমা দিবেন। বিশেষভাবে উল্লেখ্য যে, “Online -এ আবেদনপত্রের সকল অংশ পূরণ করে Submit করা হলেও পরীক্ষার ফি জমা না দেয়া পর্যন্ত Online আবেদনপত্র কোন অবস্থাতেই গৃহীত হবে না।”: [789, 131, 1533, 268]
- condition-item: আবেদনের সময়সীমা নিম্নরূপ:: [17, 1285, 121, 1297]
- date-label: তারিখ:: [649, 157, 679, 169]
- row-qualification: [282, 685, 755, 721]
- col-qualification: নিয়োগবিধি, শিক্ষাগত যোগ্যতা ও অভিজ্ঞতা: [1129, 1448, 1533, 1469]
- qualification-item: (গ) ব্যবহারিক পরীক্ষায় সাঁটলিপিতে প্রতি মিনিটে সর্বনিম্ন গতি: বাংলা-৪৫ শব্দ, ইংরেজি-৭০ শব্দ এবং কম্পিউটার মুদ্রাক্ষরে প্রতি মিনিটে সর্বনিম্ন গতি: বাংলা-২৫ শব্দ, ইংরেজি-৩০ শব্দ হতে হবে।: [285, 540, 738, 565]
- qualification-item: ঘ) অধিক অভিজ্ঞতাসম্পন্নরা অগ্রাধিকার পাবেন।: [1132, 1679, 1313, 1691]
- row-serial: ১: [17, 321, 49, 357]
- condition-item: ১২। কর্তৃপক্ষ কোন প্রকার কারণ দর্শানো ব্যতিরেকে নিয়োগযোগ্য পদ ও পদের সংখ্যা হ্রাস/বৃদ্ধি এবং বিজ্ঞপ্তি বাতিল/প্রত্যাহারের অধিকার সংরক্ষণ করে।: [17, 1199, 540, 1210]
- address: ৮৯/২ কাকরাইল, ঢাকা।: [1089, 1283, 1236, 1301]
- col-post: পদের নাম: [830, 1448, 925, 1469]
- row-count: ০১ (এক)টি: [207, 845, 282, 881]
- row-serial: ১২: [17, 845, 49, 881]
- table-row: [17, 881, 755, 917]
- department-name: কলকারখানা ও প্রতিষ্ঠান পরিদর্শন অধিদপ্তর: [243, 64, 529, 84]
- qualification-item: (ক) কোন স্বীকৃত বোর্ড হতে জুনিয়র স্কুল সার্টিফিকেট বা সমমানের পরীক্ষায় উত্তীর্ণ;: [285, 760, 592, 772]
- website-link[interactable]: www.bmet.gov.bd: [1072, 1306, 1254, 1326]
- col-serial: ক্র: নং: [17, 265, 49, 301]
- conditions-list: [17, 944, 755, 1327]
- table-row: [17, 394, 755, 458]
- row-serial: ৫: [17, 507, 49, 571]
- row-serial: ১৩: [17, 881, 49, 917]
- condition-item: ১১। প্রকৃত তথ্য গোপন করে চাকরি গ্রহণ করলে নিয়োগ বাতিলসহ তার বিরুদ্ধে আইনানুগ ব্যবস্থা গ্রহণ করা হবে।: [17, 1184, 409, 1195]
- instruction-paragraph: (জ) শুধুমাত্র টেলিটক প্রি-পেইড মোবাইল ফোন থেকে প্রার্থীগণ নিম্নবর্ণিত SMS পদ্ধতি অনুসরণ করে নিজ নিজ User ID এবং PIN পুনরুদ্ধার করতে পারবেন।: [789, 489, 1434, 501]
- condition-item: (ii) Online-এ আবেদন পত্র জমাদানের শেষ তারিখ ও সময়: ২৪-০৮-২০২৫, বিকাল ৫.০০ ঘটিকা: [17, 1315, 375, 1326]
- row-serial: ২: [17, 357, 49, 394]
- row-count: ০৪ (চার)টি: [207, 321, 282, 357]
- col-count: পদের সংখ্যা: [1015, 1448, 1069, 1469]
- qualification-item: (ক) কোন স্বীকৃত বোর্ড হতে মাধ্যমিক স্কুল সার্টিফিকেট বা সমমানের পরীক্ষায় উত্তীর্ণ।: [285, 811, 595, 823]
- qualification-item: (খ) এমএস ওয়ার্ড ও এক্সেলসহ কম্পিউটার চালনায় পারদর্শিতা।: [285, 339, 523, 351]
- col-num: ২: [830, 1469, 925, 1489]
- row-serial: ৬: [17, 571, 49, 620]
- row-post: সাঁট-মুদ্রাক্ষরিক-কাম-কম্পিউটার অপারেটর ১০২০০-২৪৬৮০/- (গ্রেড-১৪): [49, 507, 207, 571]
- instruction-paragraph: (ঘ) প্রার্থী Online-এ পূরণকৃত আবেদন পত্রের একটি রঙিন প্রিন্ট কপি পরীক্ষা সংক্রান্ত যে কোনো প্রয়োজনে সহায়ক হিসেবে সংরক্ষণ করবেন এবং মৌখিক পরীক্ষার সময় ০১ (এক) কপি জমা দিবেন।: [789, 97, 1533, 125]
- condition-item: ১৫। অনলাইনে আবেদনপত্র পূরণ সংক্রান্ত নিয়মাবলী ও শর্তাবলী নিম্নরূপ:: [17, 1256, 272, 1267]
- memo-number: স্মারক নম্বর-৪৯.০১.০০০০.৩৩০.১১.০০২.২০/৯১৩: [793, 1335, 1003, 1347]
- row-qualification: [282, 721, 755, 757]
- dife-notice: [0, 0, 773, 2380]
- qualification-item: (ক) কোন স্বীকৃত বোর্ড হতে অন্যূন দ্বিতীয় বিভাগ বা সমমানের জিপিএতে উচ্চ মাধ্যমিক সার্টিফিকেট বা সমমানের পরীক্ষায় উত্তীর্ণ;: [285, 622, 736, 647]
- qualification-item: যোগ্যতা:: [1132, 1507, 1167, 1518]
- table-row: [17, 357, 755, 394]
- signatory-designation: যুগ্মমহাপরিদর্শক (প্রশাসন অধিশাখা): [1353, 1078, 1494, 1090]
- row-qualification: [282, 357, 755, 394]
- instruction-paragraph: (ঝ) অনলাইনে আবেদন করতে কোনো সমস্যা হলে টেলিটক নম্বর থেকে ১২১ নম্বরে অথবা alljobs.query@teletalk.com.bd ও hrd.dife@gmail.com ই-মেইলে যোগাযোগ করা যাবে। (Mail এর subject-এ Organization Name: DIFE, Post Name: ------, Applicant's User ID ও Contact Number অবশ্যই উল্লেখ করতে হবে)। এই নিয়োগ বিজ্ঞপ্তি সম্পর্কিত যে কোন সংশোধন, সংযোজন ইত্যাদি (যদি থাকে), পরীক্ষার তারিখ, সময়, স্থান অথবা প্রার্থীদের জন্য প্রযোজ্য যে কোন নির্দেশনা অধিদপ্তরের www.dife.gov.bd ওয়েবসাইটে পাওয়া যাবে; এছাড়া QR Code এর মাধ্যমে বাংলাদেশে এসংক্রান্ত রাষ্ট্রীয় অন্য পোর্টাল টেলিটকের জব পোর্টাল https://alljobs.teletalk.com.bd ওয়েবসাইটে সরাসরি প্রবেশ করে বিজ্ঞপ্তি পাওয়া যাবে। অনলাইনে পূরণকৃত আবেদনে কোন অসম্পূর্ণতা থাকার কারণে কর্তৃপক্ষ দায়ী থাকবে না। এক্ষেত্রে বিষয়টি প্রার্থীগণ কর্তৃক দৃষ্টি রাখার বিষয়ে আন্তরিক হতে হবে।: [789, 568, 1533, 659]
- row-count: ০১ (এক)টি: [207, 394, 282, 458]
- row-count: ০১ (এক)টি: [207, 357, 282, 394]
- dife-signature-block: [1335, 1032, 1512, 1141]
- rule-item: ৪. জাতীয় পরিচয়পত্র/নাগরিকত্ব সনদপত্রের সত্যায়িত কপি এবং সংশ্লিষ্ট জেলা প্রশাসন/উপজেলা নির্বাহী কর্মকর্তা কর্তৃক প্রদত্ত সনদ সংযুক্ত করতে হবে।: [793, 1818, 1318, 1829]
- instruction-paragraph: (ঞ) একই প্রার্থী একাধিক আবেদন বা টাকা জমার কাজটি প্রার্থী নিজে করবেন। এক্ষেত্রে অন্য কোনো মাধ্যম থেকে উক্ত কাজটি সম্পন্ন করে প্রার্থী ক্ষতিগ্রস্ত হলে কর্তৃপক্ষ দায়ী থাকবেন না।: [789, 665, 1533, 693]
- instruction-paragraph: উক্ত সময় সীমার মধ্যে User ID প্রাপ্ত প্রার্থীগণ Online-এ আবেদন পত্র Submit-এর সময় থেকে পরবর্তী ৭২ (বাহাত্তর) ঘণ্টার মধ্যে SMS-এ পরীক্ষার ফি জমা দিতে পারবেন।: [789, 10, 1501, 22]
- row-count: ১০ (দশ)টি: [207, 757, 282, 809]
- signatory-org: কলকারখানা ও প্রতিষ্ঠান পরিদর্শন অধিদপ্তর: [1337, 1126, 1510, 1139]
- col-num: ৪: [282, 301, 755, 321]
- row-qualification: [282, 757, 755, 809]
- office-name: প্রকল্প পরিচালকের কার্যালয়: [1066, 1227, 1259, 1248]
- qualification-item: খ) বিআরটিএ’র ইন্সট্রাক্টর লাইসেন্সধারী/হেভী ড্রাইভিং লাইসেন্স থাকতে হবে।: [1132, 1634, 1420, 1646]
- qualification-item: গ) বিআরটিএ’র ইন্সট্রাক্টর লাইসেন্সধারীগণ অগ্রাধিকার পাবেন।: [1132, 1567, 1367, 1579]
- project-director-signature: প্রকল্প পরিচালক: [1424, 2351, 1506, 2366]
- rules-title: আবেদনপত্র প্রেরণের নিয়মাবলী/শর্তসমূহ:: [793, 1704, 959, 1716]
- col-post: পদের নাম, বেতন স্কেল ও গ্রেড (জাতীয় বেতন স্কেল ২০১৫): [49, 265, 207, 301]
- condition-item: ৮। মুক্তিযোদ্ধা, শহীদ মুক্তিযোদ্ধা ও বীরাঙ্গনা সন্তান, ক্ষুদ্র নৃ-গোষ্ঠী, শারীরিক প্রতিবন্ধী ও তৃতীয় লিঙ্গের কোটায় প্রার্থীদের সর্বশেষ নীতিমালা অনুযায়ী সংশ্লিষ্ট কর্তৃপক্ষ কর্তৃক প্রদত্ত সনদপত্রের মূলকপি মৌখিক পরীক্ষার সময় প্রদর্শন করতে হবে।: [17, 1127, 755, 1151]
- rule-item: ১১. বিজ্ঞপ্তিতে বর্ণিত পদে সম্পূর্ণ অস্থায়ীভিত্তিতে শুধুমাত্র প্রকল্পের মেয়াদকালীন সময়ের জন্য নিয়োগ প্রদান করা হবে। প্রকল্প মেয়াদ শেষে সংশ্লিষ্ট কর্মচারীর চাকুরি স্বয়ংক্রিয়ভাবে বিলুপ্ত হবে এবং এক্ষেত্রে চাকরির অবসান হবে। এক্ষেত্রে আলাদাভাবে চাকুরিচ্যুতির কোন নোটিশ বা পত্র প্রদান করা হবে না।: [793, 1921, 1533, 1945]
- qualification-item: (ক) কোন স্বীকৃত বিশ্ববিদ্যালয় হতে অন্যূন দ্বিতীয় শ্রেণি বা সমমানের সিজিপিএ-তে স্নাতক বা সমমানের ডিগ্রি;: [285, 396, 690, 407]
- handwritten-signature: ~ Farid ~: [1379, 1035, 1468, 1056]
- signatory-and: ও: [1420, 1094, 1427, 1106]
- dife-header: [17, 8, 755, 139]
